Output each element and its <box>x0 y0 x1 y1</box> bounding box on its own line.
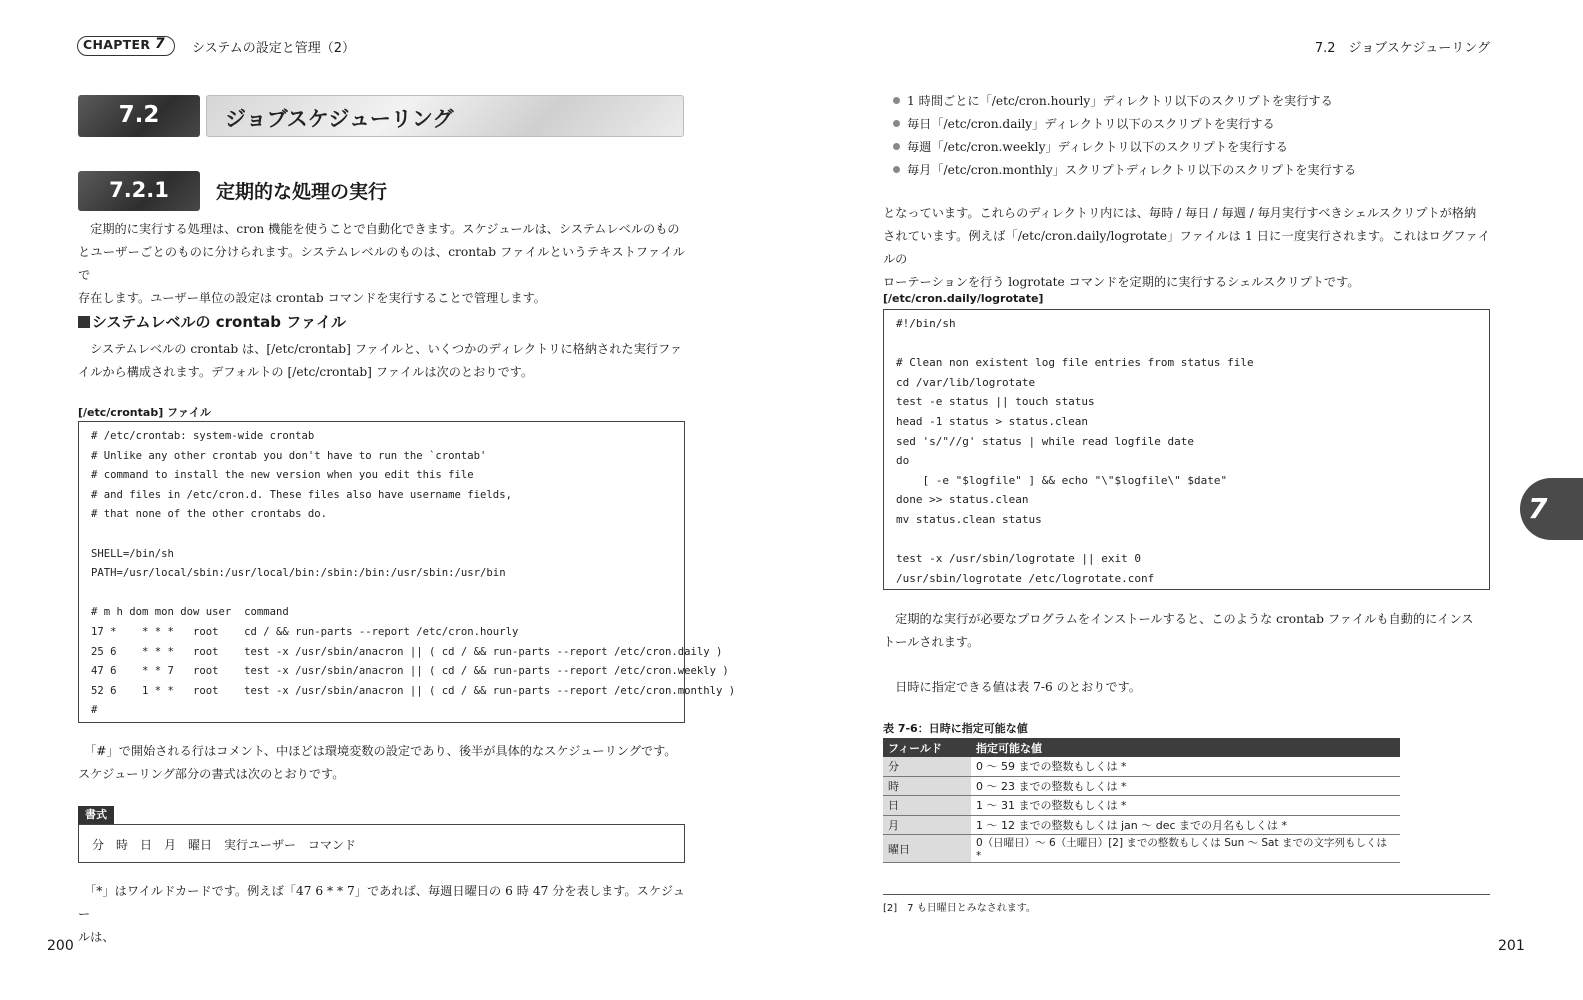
intro-line: 定期的に実行する処理は、cron 機能を使うことで自動化できます。スケジュールは、システムレベルのもの <box>78 222 680 236</box>
table-row <box>883 757 1400 776</box>
intro-paragraph <box>78 218 685 310</box>
bullet-dot-icon <box>893 120 900 127</box>
code-label-logrotate: [/etc/cron.daily/logrotate] <box>883 292 1044 305</box>
subsection-number: 7.2.1 <box>109 178 169 202</box>
list-item: 1 時間ごとに「/etc/cron.hourly」ディレクトリ以下のスクリプトを実行する <box>893 90 1356 113</box>
chapter-label: CHAPTER <box>83 37 151 52</box>
paragraph-line: イルから構成されます。デフォルトの [/etc/crontab] ファイルは次のとおりです。 <box>78 365 534 379</box>
page-number-left: 200 <box>47 938 74 954</box>
table <box>883 738 1400 863</box>
bullet-list <box>893 90 1356 182</box>
section-title-box <box>206 95 684 137</box>
system-crontab-paragraph <box>78 338 685 384</box>
table-cell: 1 ～ 12 までの整数もしくは jan ～ dec までの月名もしくは * <box>971 815 1400 835</box>
table-cell: 曜日 <box>883 835 971 863</box>
format-text: 分 時 日 月 曜日 実行ユーザー コマンド <box>92 838 357 852</box>
page-number-right: 201 <box>1498 938 1525 954</box>
code-block-logrotate <box>883 309 1490 590</box>
paragraph-line: となっています。これらのディレクトリ内には、毎時 / 毎日 / 毎週 / 毎月実行すべきシェルスクリプトが格納 <box>883 206 1477 220</box>
table-intro-paragraph: 日時に指定できる値は表 7-6 のとおりです。 <box>883 680 1141 694</box>
table-header-row <box>883 738 1400 757</box>
table-cell: 時 <box>883 776 971 796</box>
paragraph-line: トールされます。 <box>883 635 980 649</box>
paragraph-line: 「*」はワイルドカードです。例えば「47 6 * * 7」であれば、毎週日曜日の 6 時 47 分を表します。スケジュー <box>78 884 685 921</box>
after-code-paragraph <box>78 740 685 786</box>
code-label-crontab: [/etc/crontab] ファイル <box>78 406 211 419</box>
column-header: 指定可能な値 <box>971 738 1400 757</box>
paragraph-line: スケジューリング部分の書式は次のとおりです。 <box>78 767 345 781</box>
section-number-box <box>78 95 200 137</box>
list-item: 毎月「/etc/cron.monthly」スクリプトディレクトリ以下のスクリプトを実行する <box>893 159 1356 182</box>
section-number: 7.2 <box>118 102 160 128</box>
footnote-divider <box>883 894 1490 895</box>
subsection-number-box <box>78 171 200 211</box>
chapter-number: 7 <box>155 36 165 52</box>
intro-line: 存在します。ユーザー単位の設定は crontab コマンドを実行することで管理します。 <box>78 291 546 305</box>
subheading-text: システムレベルの crontab ファイル <box>92 313 346 331</box>
directory-paragraph <box>883 202 1490 294</box>
list-item: 毎日「/etc/cron.daily」ディレクトリ以下のスクリプトを実行する <box>893 113 1356 136</box>
format-tag: 書式 <box>78 806 114 824</box>
format-box <box>78 824 685 863</box>
side-tab-number: 7 <box>1528 492 1548 525</box>
table-row <box>883 815 1400 835</box>
running-header-right: 7.2 ジョブスケジューリング <box>1314 41 1490 56</box>
table-cell: 0 ～ 59 までの整数もしくは * <box>971 757 1400 776</box>
values-table <box>883 738 1400 863</box>
table-cell: 日 <box>883 796 971 816</box>
table-cell: 0（日曜日）～ 6（土曜日）[2] までの整数もしくは Sun ～ Sat までの文字列もしくは * <box>971 835 1400 863</box>
table-cell: 1 ～ 31 までの整数もしくは * <box>971 796 1400 816</box>
bullet-dot-icon <box>893 166 900 173</box>
table-cell: 0 ～ 23 までの整数もしくは * <box>971 776 1400 796</box>
bullet-dot-icon <box>893 143 900 150</box>
table-cell: 月 <box>883 815 971 835</box>
code-text: #!/bin/sh # Clean non existent log file entries from status file cd /var/lib/logrotate test -e status || touch status head -1 status > status.clean sed 's/"//g' status | while read logfile date do [ -e "$logfile" ] && echo "\"$logfile\" $date" done >> status.clean mv status.clean status test -x /usr/sbin/logrotate || exit 0 /usr/sbin/logrotate /etc/logrotate.conf <box>896 317 1254 585</box>
table-row <box>883 835 1400 863</box>
install-paragraph <box>883 608 1490 654</box>
paragraph-line: ルは、 <box>78 930 115 944</box>
paragraph-line: ローテーションを行う logrotate コマンドを定期的に実行するシェルスクリプトです。 <box>883 275 1360 289</box>
paragraph-line: システムレベルの crontab は、[/etc/crontab] ファイルと、いくつかのディレクトリに格納された実行ファ <box>78 342 683 356</box>
section-title: ジョブスケジューリング <box>225 107 454 131</box>
code-block-crontab <box>78 421 736 723</box>
subsection-title: 定期的な処理の実行 <box>216 181 388 203</box>
chapter-side-tab <box>1520 478 1583 540</box>
running-header-left: システムの設定と管理（2） <box>192 41 355 56</box>
chapter-badge <box>77 34 177 56</box>
footnote: [2] 7 も日曜日とみなされます。 <box>883 903 1036 914</box>
subheading <box>78 311 346 332</box>
column-header: フィールド <box>883 738 971 757</box>
table-caption: 表 7-6：日時に指定可能な値 <box>883 722 1028 735</box>
bullet-dot-icon <box>893 97 900 104</box>
code-text: # /etc/crontab: system-wide crontab # Unlike any other crontab you don't have to run the `crontab' # command to install the new version when you edit this file # and files in /etc/cron.d. These files also have username fields, # that none of the other crontabs do. SHELL=/bin/sh PATH=/usr/local/sbin:/usr/local/bin:/sbin:/bin:/usr/sbin:/usr/bin # m h dom mon dow user command 17 * * * * root cd / && run-parts --report /etc/cron.hourly 25 6 * * * root test -x /usr/sbin/anacron || ( cd / && run-parts --report /etc/cron.daily ) 47 6 * * 7 root test -x /usr/sbin/anacron || ( cd / && run-parts --report /etc/cron.weekly ) 52 6 1 * * root test -x /usr/sbin/anacron || ( cd / && run-parts --report /etc/cron.monthly ) # <box>91 430 736 717</box>
wildcard-paragraph <box>78 880 685 949</box>
square-bullet-icon <box>78 316 90 328</box>
paragraph-line: 定期的な実行が必要なプログラムをインストールすると、このような crontab ファイルも自動的にインス <box>883 612 1474 626</box>
table-cell: 分 <box>883 757 971 776</box>
table-row <box>883 796 1400 816</box>
list-item: 毎週「/etc/cron.weekly」ディレクトリ以下のスクリプトを実行する <box>893 136 1356 159</box>
paragraph-line: 「#」で開始される行はコメント、中ほどは環境変数の設定であり、後半が具体的なスケジューリングです。 <box>78 744 677 758</box>
intro-line: とユーザーごとのものに分けられます。システムレベルのものは、crontab ファイルというテキストファイルで <box>78 245 685 282</box>
paragraph-line: されています。例えば「/etc/cron.daily/logrotate」ファイルは 1 日に一度実行されます。これはログファイルの <box>883 229 1490 266</box>
table-row <box>883 776 1400 796</box>
